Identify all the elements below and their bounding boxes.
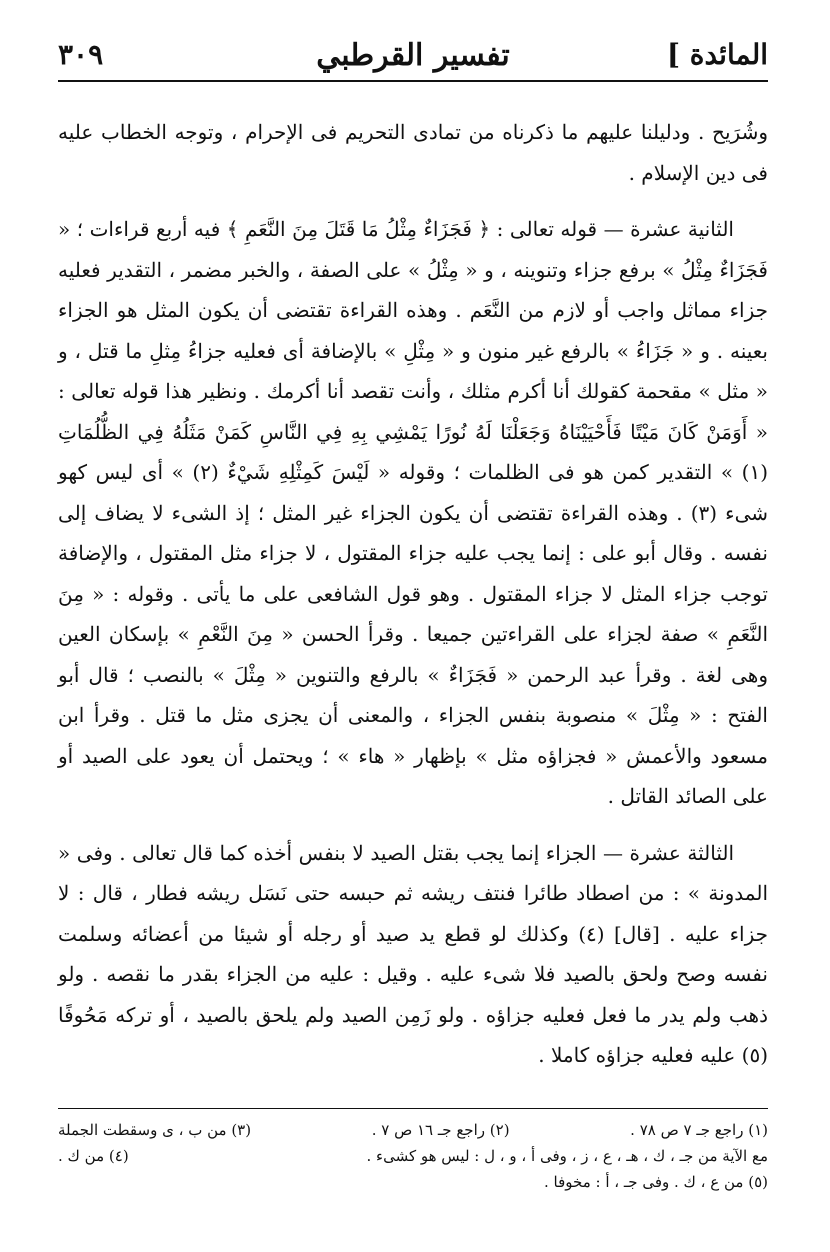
footnotes [58,1108,768,1195]
footnote-3-continued: مع الآية من جـ ، ك ، هـ ، ع ، ز ، وفى أ ، و ، ل : ليس هو كشىء . [366,1147,768,1165]
footnote-3: (٣) من ب ، ى وسقطت الجملة [58,1121,252,1139]
footnote-2: (٢) راجع جـ ١٦ ص ٧ . [371,1121,510,1139]
paragraph-intro: وشُرَيح . ودليلنا عليهم ما ذكرناه من تمادى التحريم فى الإحرام ، وتوجه الخطاب عليه فى دين الإسلام . [58,120,768,185]
footnote-row [58,1169,768,1195]
page-header [58,28,768,82]
page-number: ٣٠٩ [58,38,104,71]
footnote-5: (٥) من ع ، ك . وفى جـ ، أ : مخوفا . [544,1173,768,1191]
paragraph-thirteenth: الثالثة عشرة — الجزاء إنما يجب بقتل الصيد لا بنفس أخذه كما قال تعالى . وفى « المدونة » : من اصطاد طائرا فنتف ريشه ثم حبسه حتى نَسَل ريشه فطار ، قال : لا جزاء عليه . [قال] (٤) وكذلك لو قطع يد صيد أو رجله أو شيئا من أعضائه وسلمت نفسه وصح ولحق بالصيد فلا شىء عليه . وقيل : عليه من الجزاء بقدر ما نقصه . ولو ذهب ولم يدر ما فعل فعليه جزاؤه . ولو زَمِن الصيد ولم يلحق بالصيد ، أو تركه مَحُوفًا (٥) عليه فعليه جزاؤه كاملا . [58,840,768,1067]
footnote-1: (١) راجع جـ ٧ ص ٧٨ . [630,1121,768,1139]
footnote-4: (٤) من ك . [58,1147,129,1165]
surah-name: المائدة ] [666,38,768,71]
footnote-row [58,1143,768,1169]
footnote-row [58,1117,768,1143]
main-text [58,112,768,1076]
paragraph-twelfth: الثانية عشرة — قوله تعالى : ﴿ فَجَزَاءٌ مِثْلُ مَا قَتَلَ مِنَ النَّعَمِ ﴾ فيه أربع قراءات ؛ « فَجَزَاءٌ مِثْلُ » برفع جزاء وتنوينه ، و « مِثْلُ » على الصفة ، والخبر مضمر ، التقدير فعليه جزاء مماثل واجب أو لازم من النَّعَم . وهذه القراءة تقتضى أن يكون المثل هو الجزاء بعينه . و « جَزَاءُ » بالرفع غير منون و « مِثْلِ » بالإضافة أى فعليه جزاءُ مِثلِ ما قتل ، و « مثل » مقحمة كقولك أنا أكرم مثلك ، وأنت تقصد أنا أكرمك . ونظير هذا قوله تعالى : « أَوَمَنْ كَانَ مَيْتًا فَأَحْيَيْنَاهُ وَجَعَلْنَا لَهُ نُورًا يَمْشِي بِهِ فِي النَّاسِ كَمَنْ مَثَلُهُ فِي الظُّلُمَاتِ (١) » التقدير كمن هو فى الظلمات ؛ وقوله « لَيْسَ كَمِثْلِهِ شَيْءٌ (٢) » أى ليس كهو شىء (٣) . وهذه القراءة تقتضى أن يكون الجزاء غير المثل ؛ إذ الشىء لا يضاف إلى نفسه . وقال أبو على : إنما يجب عليه جزاء المقتول ، لا جزاء مثل المقتول ، والإضافة توجب جزاء المثل لا جزاء المقتول . وهو قول الشافعى على ما يأتى . وقوله : « مِنَ النَّعَمِ » صفة لجزاء على القراءتين جميعا . وقرأ الحسن « مِنَ النَّعْمِ » بإسكان العين وهى لغة . وقرأ عبد الرحمن « فَجَزَاءٌ » بالرفع والتنوين « مِثْلَ » بالنصب ؛ قال أبو الفتح : « مِثْلَ » منصوبة بنفس الجزاء ، والمعنى أن يجزى مثل ما قتل . وقرأ ابن مسعود والأعمش « فجزاؤه مثل » بإظهار « هاء » ؛ ويحتمل أن يعود على الصيد أو على الصائد القاتل . [58,217,768,808]
book-title: تفسير القرطبي [316,38,510,73]
